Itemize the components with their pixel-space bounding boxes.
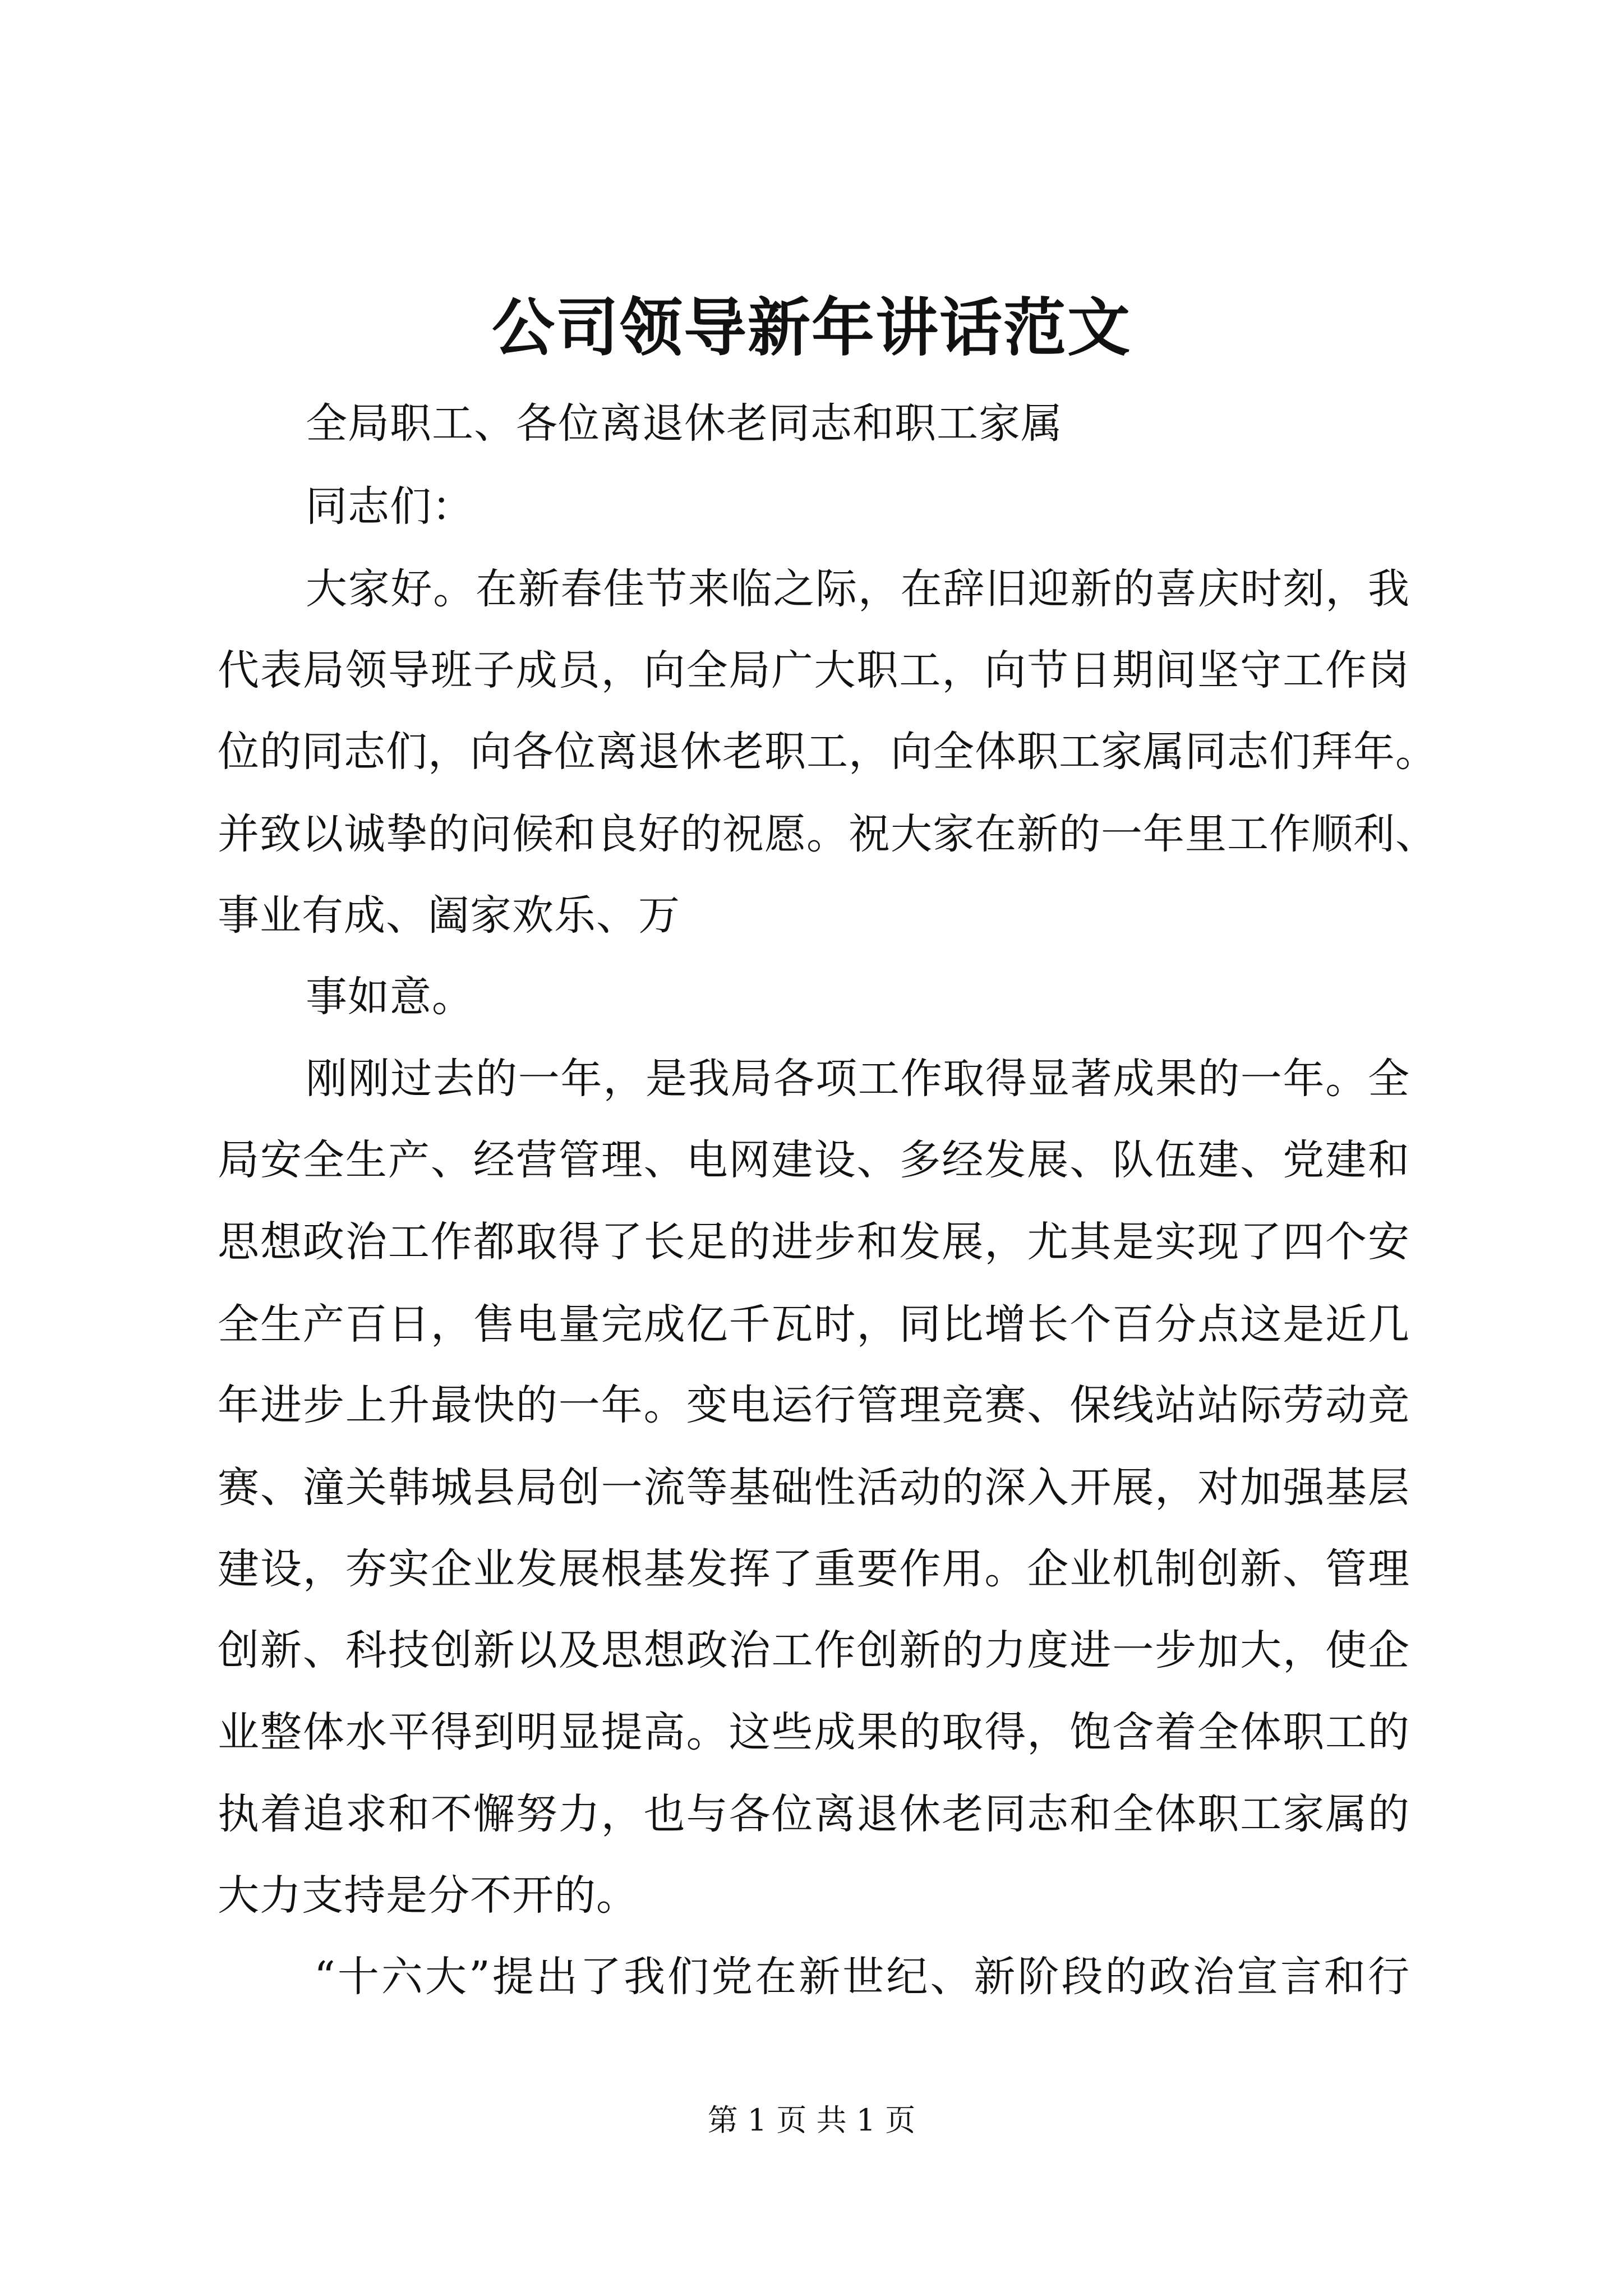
paragraph-line: 大力支持是分不开的。	[218, 1871, 638, 1920]
paragraph-line: 局安全生产、经营管理、电网建设、多经发展、队伍建、党建和	[218, 1136, 1410, 1184]
salutation-line: 全局职工、各位离退休老同志和职工家属	[306, 399, 1063, 448]
paragraph-line: 并致以诚挚的问候和良好的祝愿。祝大家在新的一年里工作顺利、	[218, 810, 1437, 858]
page-footer: 第 1 页 共 1 页	[707, 2102, 916, 2138]
paragraph-line: “十六大”提出了我们党在新世纪、新阶段的政治宣言和行	[314, 1953, 1410, 2001]
paragraph-line: 位的同志们，向各位离退休老职工，向全体职工家属同志们拜年。	[218, 728, 1437, 776]
paragraph-line: 业整体水平得到明显提高。这些成果的取得，饱含着全体职工的	[218, 1708, 1410, 1756]
paragraph-line: 思想政治工作都取得了长足的进步和发展，尤其是实现了四个安	[218, 1218, 1410, 1266]
paragraph-line: 全生产百日，售电量完成亿千瓦时，同比增长个百分点这是近几	[218, 1300, 1410, 1349]
paragraph-line: 赛、潼关韩城县局创一流等基础性活动的深入开展，对加强基层	[218, 1464, 1410, 1512]
paragraph-line: 创新、科技创新以及思想政治工作创新的力度进一步加大，使企	[218, 1626, 1410, 1674]
paragraph-line: 执着追求和不懈努力，也与各位离退休老同志和全体职工家属的	[218, 1790, 1410, 1838]
paragraph-line: 大家好。在新春佳节来临之际，在辞旧迎新的喜庆时刻，我	[306, 565, 1410, 613]
paragraph-line: 年进步上升最快的一年。变电运行管理竞赛、保线站站际劳动竞	[218, 1381, 1410, 1429]
paragraph-line: 代表局领导班子成员，向全局广大职工，向节日期间坚守工作岗	[218, 646, 1410, 694]
paragraph-line: 事如意。	[306, 973, 474, 1021]
document-title: 公司领导新年讲话范文	[492, 291, 1131, 365]
salutation-line: 同志们：	[306, 482, 474, 531]
paragraph-line: 建设，夯实企业发展根基发挥了重要作用。企业机制创新、管理	[218, 1545, 1410, 1593]
paragraph-line: 刚刚过去的一年，是我局各项工作取得显著成果的一年。全	[306, 1055, 1410, 1103]
paragraph-line: 事业有成、阖家欢乐、万	[218, 891, 680, 940]
